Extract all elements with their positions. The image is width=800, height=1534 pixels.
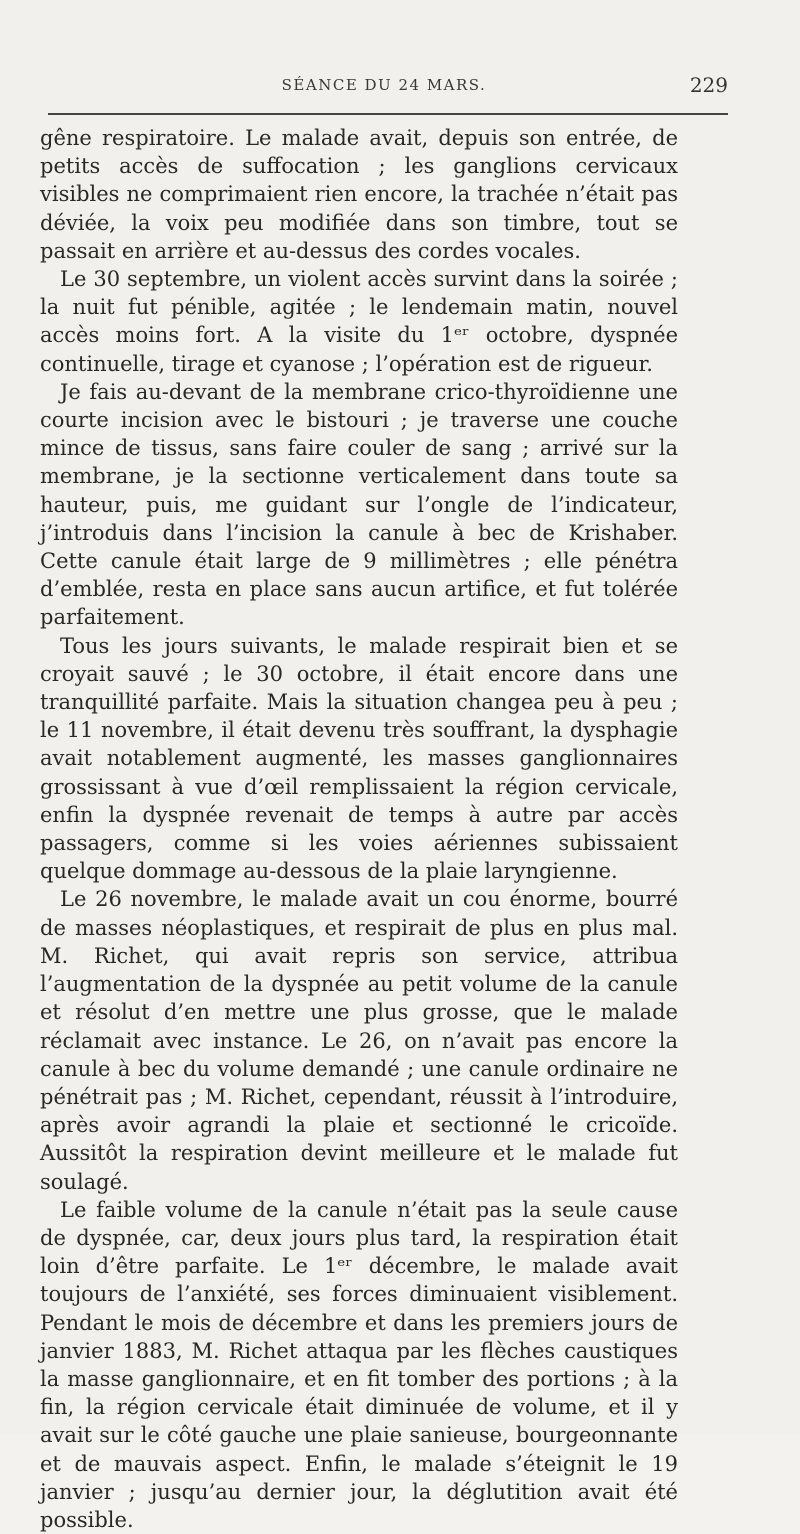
header-rule [48,113,728,115]
body-text [40,124,678,1534]
page-header [40,74,728,100]
paragraph: Le 30 septembre, un violent accès survint dans la soirée ; la nuit fut pénible, agitée ; le lendemain matin, nouvel accès moins fort. A la visite du 1ᵉʳ octobre, dyspnée continuelle, tirage et cyanose ; l’opération est de rigueur. [40,267,678,376]
paragraph: gêne respiratoire. Le malade avait, depuis son entrée, de petits accès de suffocation ; les ganglions cervicaux visibles ne comprimaient rien encore, la trachée n’était pas déviée, la voix peu modifiée dans son timbre, tout se passait en arrière et au-dessus des cordes vocales. [40,126,678,263]
paragraph: Le faible volume de la canule n’était pas la seule cause de dyspnée, car, deux jours plus tard, la respiration était loin d’être parfaite. Le 1ᵉʳ décembre, le malade avait toujours de l’anxiété, ses forces diminuaient visiblement. Pendant le mois de décembre et dans les premiers jours de janvier 1883, M. Richet attaqua par les flèches caustiques la masse ganglionnaire, et en fit tomber des portions ; à la fin, la région cervicale était diminuée de volume, et il y avait sur le côté gauche une plaie sanieuse, bourgeonnante et de mauvais aspect. Enfin, le malade s’éteignit le 19 janvier ; jusqu’au dernier jour, la déglutition avait été possible. [40,1197,678,1532]
paragraph: Tous les jours suivants, le malade respirait bien et se croyait sauvé ; le 30 octobre, il était encore dans une tranquillité parfaite. Mais la situation changea peu à peu ; le 11 novembre, il était devenu très souffrant, la dysphagie avait notablement augmenté, les masses ganglionnaires grossissant à vue d’œil remplissaient la région cervicale, enfin la dyspnée revenait de temps à autre par accès passagers, comme si les voies aériennes subissaient quelque dommage au-dessous de la plaie laryngienne. [40,633,678,884]
paragraph: Je fais au-devant de la membrane crico-thyroïdienne une courte incision avec le bistouri ; je traverse une couche mince de tissus, sans faire couler de sang ; arrivé sur la membrane, je la sectionne verticalement dans toute sa hauteur, puis, me guidant sur l’ongle de l’indicateur, j’introduis dans l’incision la canule à bec de Krishaber. Cette canule était large de 9 millimètres ; elle pénétra d’emblée, resta en place sans aucun artifice, et fut tolérée parfaitement. [40,379,678,630]
page-number: 229 [689,73,728,97]
running-title: SÉANCE DU 24 MARS. [281,76,487,94]
paragraph: Le 26 novembre, le malade avait un cou énorme, bourré de masses néoplastiques, et respirait de plus en plus mal. M. Richet, qui avait repris son service, attribua l’augmentation de la dyspnée au petit volume de la canule et résolut d’en mettre une plus grosse, que le malade réclamait avec instance. Le 26, on n’avait pas encore la canule à bec du volume demandé ; une canule ordinaire ne pénétrait pas ; M. Richet, cependant, réussit à l’introduire, après avoir agrandi la plaie et sectionné le cricoïde. Aussitôt la respiration devint meilleure et le malade fut soulagé. [40,887,678,1194]
